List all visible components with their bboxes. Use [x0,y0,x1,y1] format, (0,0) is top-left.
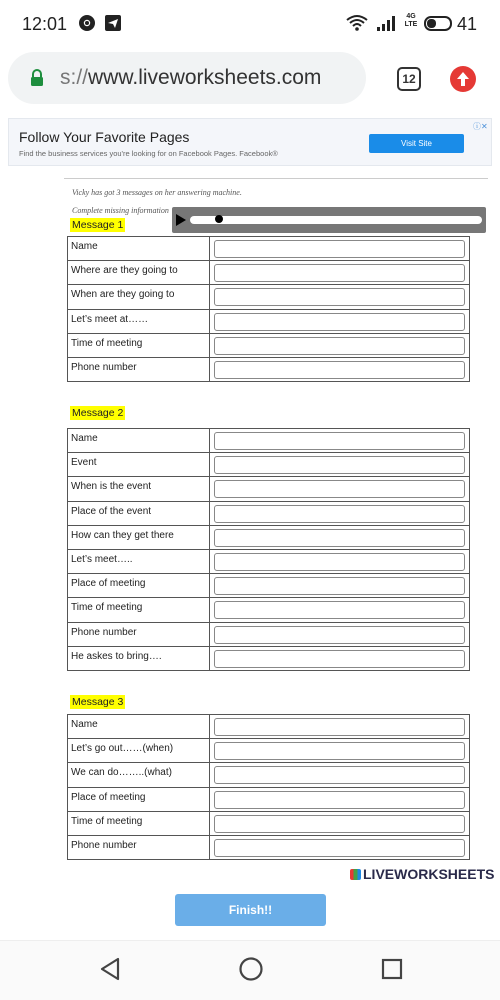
answer-input[interactable] [214,626,465,644]
tab-switcher-button[interactable]: 12 [397,67,421,91]
answer-input[interactable] [214,480,465,498]
row-label: Place of the event [71,505,152,517]
row-label: Let’s meet….. [71,553,133,565]
column-divider [209,477,210,500]
status-bar [0,0,500,50]
column-divider [209,623,210,646]
logo-mark-icon [350,869,361,880]
column-divider [209,739,210,762]
column-divider [209,261,210,284]
answer-input[interactable] [214,240,465,258]
column-divider [209,550,210,573]
signal-icon [376,14,398,32]
table-row [68,237,469,261]
answer-input[interactable] [214,815,465,833]
message-1-table [67,236,470,382]
row-label: Phone number [71,626,137,638]
wifi-icon [346,14,368,32]
liveworksheets-logo: LIVEWORKSHEETS [350,866,494,882]
table-row [68,788,469,812]
row-label: Place of meeting [71,578,146,590]
row-label: He askes to bring…. [71,650,162,662]
row-label: Time of meeting [71,815,143,827]
table-row [68,574,469,598]
visit-site-button[interactable]: Visit Site [369,134,464,153]
table-row [68,598,469,622]
table-row [68,502,469,526]
table-row [68,285,469,309]
column-divider [209,334,210,357]
answer-input[interactable] [214,577,465,595]
column-divider [209,715,210,738]
table-row [68,763,469,787]
back-icon[interactable] [98,956,122,982]
ad-info-icon[interactable]: ⓘ✕ [473,122,488,131]
address-bar[interactable] [8,52,366,104]
column-divider [209,836,210,859]
table-row [68,310,469,334]
answer-input[interactable] [214,337,465,355]
answer-input[interactable] [214,601,465,619]
chrome-icon [78,14,96,32]
column-divider [209,574,210,597]
column-divider [209,453,210,476]
answer-input[interactable] [214,839,465,857]
ad-banner[interactable] [8,118,492,166]
table-row [68,623,469,647]
answer-input[interactable] [214,313,465,331]
table-row [68,812,469,836]
table-row [68,358,469,382]
battery-level: 41 [457,14,478,34]
table-row [68,715,469,739]
answer-input[interactable] [214,766,465,784]
answer-input[interactable] [214,529,465,547]
row-label: Place of meeting [71,791,146,803]
divider [64,178,488,179]
row-label: How can they get there [71,529,174,541]
table-row [68,261,469,285]
table-row [68,477,469,501]
status-time: 12:01 [22,14,68,34]
answer-input[interactable] [214,553,465,571]
answer-input[interactable] [214,456,465,474]
column-divider [209,358,210,381]
answer-input[interactable] [214,742,465,760]
answer-input[interactable] [214,288,465,306]
message-3-title: Message 3 [72,696,124,708]
answer-input[interactable] [214,791,465,809]
audio-progress-bar[interactable] [190,216,482,224]
row-label: Name [71,433,98,444]
table-row [68,647,469,671]
table-row [68,526,469,550]
table-row [68,453,469,477]
row-label: Let’s meet at…… [71,313,149,325]
column-divider [209,598,210,621]
table-row [68,550,469,574]
answer-input[interactable] [214,264,465,282]
answer-input[interactable] [214,650,465,668]
audio-player [172,207,486,233]
answer-input[interactable] [214,505,465,523]
row-label: Event [71,457,97,469]
ad-subtitle: Find the business services you're looking for on Facebook Pages. Facebook® [19,149,278,158]
column-divider [209,812,210,835]
message-1-title: Message 1 [72,219,124,231]
row-label: Phone number [71,839,137,851]
table-row [68,334,469,358]
network-type: 4G LTE [404,13,418,28]
column-divider [209,788,210,811]
column-divider [209,526,210,549]
row-label: Where are they going to [71,265,178,277]
instruction-text: Complete missing information [72,206,169,215]
column-divider [209,237,210,260]
column-divider [209,763,210,786]
table-row [68,429,469,453]
row-label: We can do……..(what) [71,767,172,779]
row-label: Let’s go out……(when) [71,743,174,755]
row-label: Time of meeting [71,337,143,349]
message-2-table [67,428,470,671]
row-label: Name [71,719,98,730]
message-2-title: Message 2 [72,407,124,419]
telegram-icon [104,14,122,32]
ad-title: Follow Your Favorite Pages [19,129,190,145]
column-divider [209,310,210,333]
answer-input[interactable] [214,361,465,379]
row-label: Name [71,241,98,252]
arrow-up-icon [450,66,476,92]
answer-input[interactable] [214,718,465,736]
battery-icon [424,16,452,31]
column-divider [209,429,210,452]
update-button[interactable] [450,66,476,92]
column-divider [209,502,210,525]
url-text[interactable]: s://www.liveworksheets.com [60,66,322,89]
home-icon[interactable] [238,956,264,982]
row-label: When is the event [71,481,152,493]
finish-button[interactable]: Finish!! [175,894,326,926]
table-row [68,836,469,860]
table-row [68,739,469,763]
column-divider [209,647,210,670]
answer-input[interactable] [214,432,465,450]
row-label: Phone number [71,361,137,373]
system-nav-bar [0,940,500,1000]
play-icon[interactable] [176,214,186,226]
lock-icon [30,69,44,87]
column-divider [209,285,210,308]
row-label: Time of meeting [71,602,143,614]
message-3-table [67,714,470,860]
intro-text: Vicky has got 3 messages on her answering machine. [72,188,242,197]
recents-icon[interactable] [381,956,403,982]
row-label: When are they going to [71,289,175,301]
